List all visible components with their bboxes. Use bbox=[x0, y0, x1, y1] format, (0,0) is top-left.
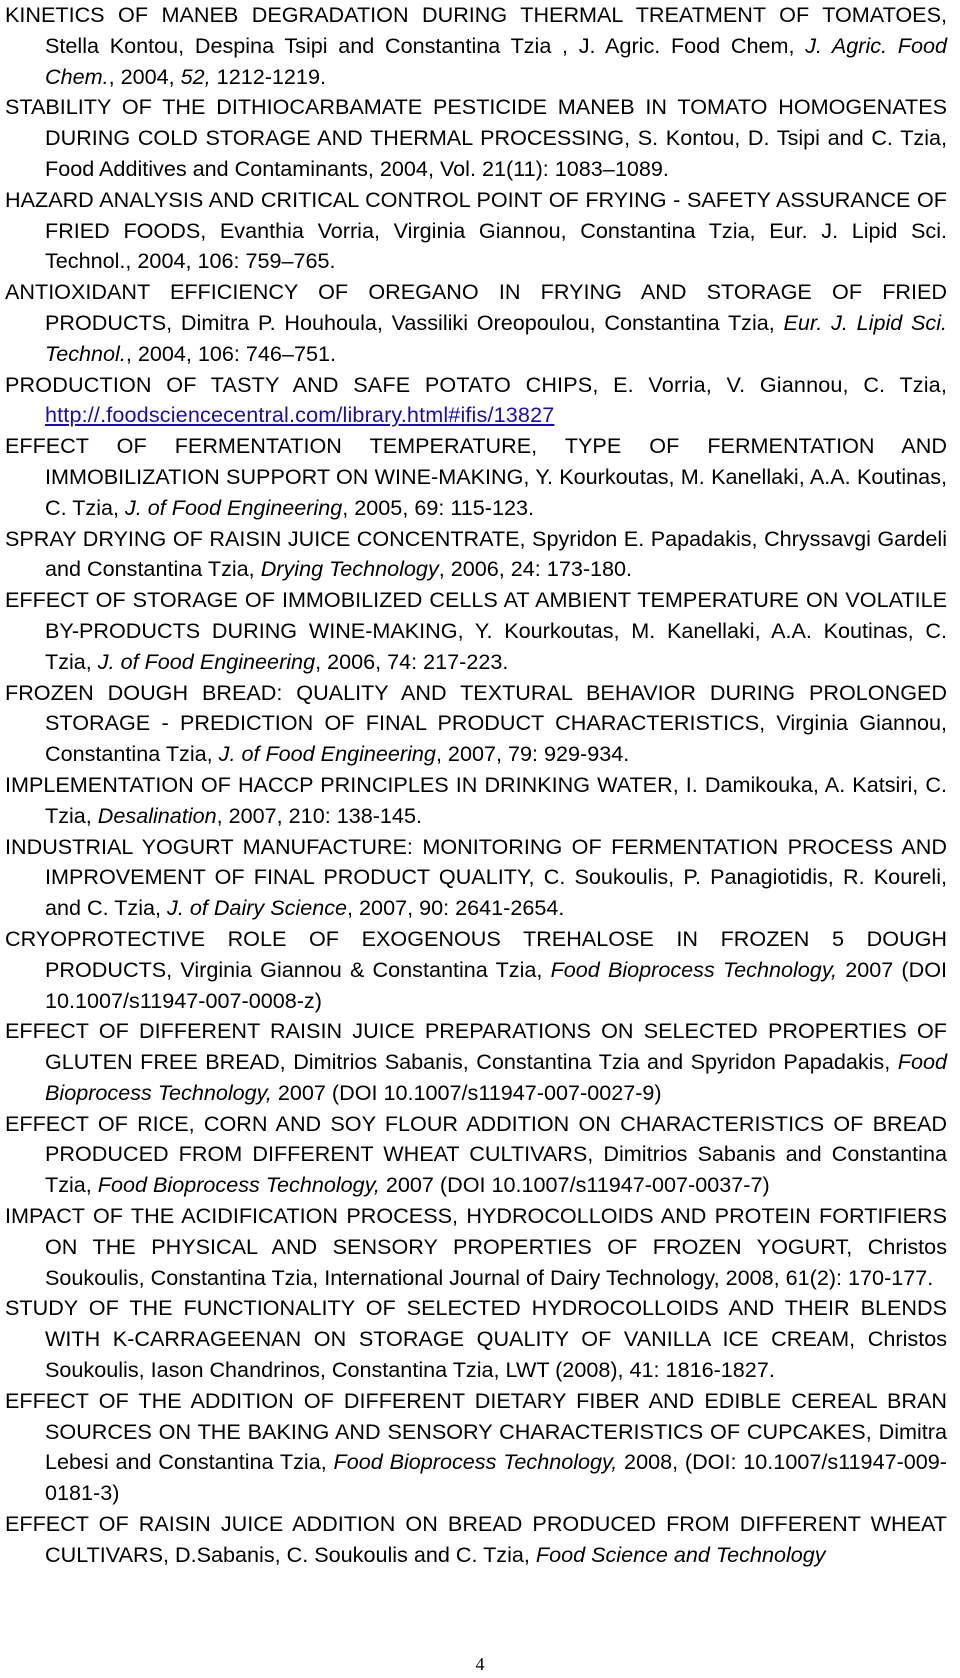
reference-authors: , Christos Soukoulis, Iason Chandrinos, Constantina Tzia, LWT (2008), 41: 1816-1827. bbox=[45, 1326, 947, 1383]
reference-authors: , Dimitra P. Houhoula, Vassiliki Oreopoulou, Constantina Tzia, bbox=[166, 309, 784, 335]
reference-item bbox=[5, 185, 947, 277]
reference-authors: , S. Kontou, D. Tsipi and C. Tzia, Food Additives and Contaminants, 2004, Vol. 21(11): 1083–1089. bbox=[45, 125, 947, 181]
reference-authors: , Virginia Giannou & Constantina Tzia, bbox=[166, 956, 551, 982]
reference-details: , 2007, 79: 929-934. bbox=[435, 741, 630, 767]
reference-authors: , Stella Kontou, Despina Tsipi and Constantina Tzia , J. Agric. Food Chem, bbox=[45, 2, 947, 58]
reference-details: 2007 (DOI 10.1007/s11947-007-0037-7) bbox=[379, 1172, 770, 1198]
reference-title: FROZEN DOUGH BREAD: QUALITY AND TEXTURAL BEHAVIOR DURING PROLONGED STORAGE - PREDICTION OF FINAL PRODUCT CHARACTERISTICS bbox=[5, 679, 947, 736]
reference-authors: , I. Damikouka, A. Katsiri, C. Tzia, bbox=[45, 771, 947, 828]
reference-authors: , D.Sabanis, C. Soukoulis and C. Tzia, bbox=[163, 1541, 536, 1567]
reference-title: INDUSTRIAL YOGURT MANUFACTURE: MONITORING OF FERMENTATION PROCESS AND IMPROVEMENT OF FINAL PRODUCT QUALITY bbox=[5, 833, 947, 890]
reference-journal: Eur. J. Lipid Sci. Technol. bbox=[45, 309, 948, 366]
reference-title: EFFECT OF RAISIN JUICE ADDITION ON BREAD PRODUCED FROM DIFFERENT WHEAT CULTIVARS bbox=[5, 1511, 947, 1567]
reference-title: EFFECT OF STORAGE OF IMMOBILIZED CELLS AT AMBIENT TEMPERATURE ON VOLATILE BY-PRODUCTS DURING WINE-MAKING bbox=[5, 587, 947, 643]
reference-journal: J. of Food Engineering bbox=[97, 648, 316, 674]
reference-authors: , Evanthia Vorria, Virginia Giannou, Constantina Tzia, Eur. J. Lipid Sci. Technol., 2004, 106: 759–765. bbox=[45, 217, 948, 274]
reference-authors: , Christos Soukoulis, Constantina Tzia, International Journal of Dairy Technology, 2008, 61(2): 170-177. bbox=[45, 1233, 947, 1290]
reference-journal: J. of Food Engineering bbox=[125, 494, 343, 520]
reference-journal: J. Agric. Food Chem. bbox=[45, 32, 947, 89]
reference-title: EFFECT OF FERMENTATION TEMPERATURE, TYPE OF FERMENTATION AND IMMOBILIZATION SUPPORT ON WINE-MAKING bbox=[5, 433, 947, 489]
reference-details: 2007 (DOI 10.1007/s11947-007-0027-9) bbox=[271, 1079, 662, 1105]
reference-journal: Desalination bbox=[97, 802, 217, 828]
reference-authors: , Dimitrios Sabanis and Constantina Tzia, bbox=[45, 1141, 947, 1198]
reference-item bbox=[5, 92, 947, 184]
reference-details: , 2007, 210: 138-145. bbox=[216, 802, 422, 828]
reference-item bbox=[5, 924, 947, 1016]
reference-title: HAZARD ANALYSIS AND CRITICAL CONTROL POINT OF FRYING - SAFETY ASSURANCE OF FRIED FOODS bbox=[5, 186, 947, 243]
reference-title: IMPLEMENTATION OF HACCP PRINCIPLES IN DRINKING WATER bbox=[5, 771, 673, 797]
reference-journal: Food Bioprocess Technology, bbox=[45, 1049, 947, 1105]
reference-item bbox=[5, 1509, 947, 1571]
reference-item bbox=[5, 1201, 947, 1293]
reference-item bbox=[5, 0, 947, 92]
reference-item bbox=[5, 370, 947, 432]
reference-title: IMPACT OF THE ACIDIFICATION PROCESS, HYDROCOLLOIDS AND PROTEIN FORTIFIERS ON THE PHYSICAL AND SENSORY PROPERTIES OF FROZEN YOGURT bbox=[5, 1203, 947, 1259]
reference-item bbox=[5, 678, 947, 770]
reference-details: , 2006, 24: 173-180. bbox=[438, 556, 633, 582]
reference-item bbox=[5, 524, 947, 586]
reference-item bbox=[5, 1109, 947, 1201]
reference-authors: , E. Vorria, V. Giannou, C. Tzia, bbox=[592, 371, 947, 397]
reference-title: EFFECT OF THE ADDITION OF DIFFERENT DIETARY FIBER AND EDIBLE CEREAL BRAN SOURCES ON THE BAKING AND SENSORY CHARACTERISTICS OF CUPCAKES bbox=[5, 1387, 947, 1444]
reference-journal: Food Bioprocess Technology, bbox=[97, 1172, 380, 1198]
reference-title: SPRAY DRYING OF RAISIN JUICE CONCENTRATE bbox=[5, 525, 520, 551]
reference-authors: , C. Soukoulis, P. Panagiotidis, R. Koureli, and C. Tzia, bbox=[45, 864, 947, 921]
reference-authors: , Virginia Giannou, Constantina Tzia, bbox=[45, 710, 947, 767]
reference-title: EFFECT OF RICE, CORN AND SOY FLOUR ADDITION ON CHARACTERISTICS OF BREAD PRODUCED FROM DIFFERENT WHEAT CULTIVARS bbox=[5, 1110, 947, 1167]
reference-details: , 2006, 74: 217-223. bbox=[315, 648, 509, 674]
reference-item bbox=[5, 832, 947, 924]
reference-authors: , Y. Kourkoutas, M. Kanellaki, A.A. Koutinas, C. Tzia, bbox=[45, 617, 947, 674]
reference-title: STABILITY OF THE DITHIOCARBAMATE PESTICIDE MANEB IN TOMATO HOMOGENATES DURING COLD STORAGE AND THERMAL PROCESSING bbox=[5, 94, 947, 151]
reference-authors: , Y. Kourkoutas, M. Kanellaki, A.A. Koutinas, C. Tzia, bbox=[45, 463, 947, 520]
reference-item bbox=[5, 277, 947, 369]
reference-journal: J. of Food Engineering bbox=[218, 741, 436, 767]
reference-authors: , Dimitrios Sabanis, Constantina Tzia and Spyridon Papadakis, bbox=[279, 1049, 898, 1075]
reference-title: PRODUCTION OF TASTY AND SAFE POTATO CHIPS bbox=[5, 371, 593, 397]
reference-year: , 2004, bbox=[108, 63, 181, 89]
reference-item bbox=[5, 770, 947, 832]
reference-title: ANTIOXIDANT EFFICIENCY OF OREGANO IN FRYING AND STORAGE OF FRIED PRODUCTS bbox=[5, 279, 947, 335]
reference-journal: J. of Dairy Science bbox=[167, 895, 348, 921]
reference-list bbox=[5, 0, 947, 1571]
reference-journal: Food Science and Technology bbox=[535, 1541, 826, 1567]
reference-details: 2008, (DOI: 10.1007/s11947-009-0181-3) bbox=[45, 1449, 947, 1506]
reference-journal: Food Bioprocess Technology, bbox=[333, 1449, 618, 1475]
reference-item bbox=[5, 1293, 947, 1385]
reference-details: , 2005, 69: 115-123. bbox=[342, 494, 534, 520]
reference-title: EFFECT OF DIFFERENT RAISIN JUICE PREPARATIONS ON SELECTED PROPERTIES OF GLUTEN FREE BREAD bbox=[5, 1018, 947, 1075]
reference-details: 2007 (DOI 10.1007/s11947-007-0008-z) bbox=[45, 956, 947, 1013]
page-number: 4 bbox=[475, 1654, 485, 1674]
reference-title: CRYOPROTECTIVE ROLE OF EXOGENOUS TREHALOSE IN FROZEN 5 DOUGH PRODUCTS bbox=[5, 925, 947, 982]
reference-title: KINETICS OF MANEB DEGRADATION DURING THERMAL TREATMENT OF TOMATOES bbox=[5, 2, 941, 27]
reference-journal: Food Bioprocess Technology, bbox=[550, 956, 838, 982]
reference-journal: Drying Technology bbox=[260, 556, 439, 582]
reference-details: , 2004, 106: 746–751. bbox=[125, 340, 336, 366]
reference-item bbox=[5, 1016, 947, 1108]
reference-authors: , Dimitra Lebesi and Constantina Tzia, bbox=[45, 1418, 947, 1475]
reference-item bbox=[5, 431, 947, 523]
reference-authors: , Spyridon E. Papadakis, Chryssavgi Gardeli and Constantina Tzia, bbox=[45, 525, 947, 582]
reference-item bbox=[5, 585, 947, 677]
reference-link[interactable]: http://.foodsciencecentral.com/library.html#ifis/13827 bbox=[45, 402, 555, 428]
reference-details: , 2007, 90: 2641-2654. bbox=[347, 895, 565, 921]
reference-volume: 52, bbox=[180, 63, 211, 89]
reference-title: STUDY OF THE FUNCTIONALITY OF SELECTED HYDROCOLLOIDS AND THEIR BLENDS WITH K-CARRAGEENAN ON STORAGE QUALITY OF VANILLA ICE CREAM bbox=[5, 1295, 947, 1352]
reference-pages: 1212-1219. bbox=[210, 63, 326, 89]
reference-item bbox=[5, 1386, 947, 1509]
